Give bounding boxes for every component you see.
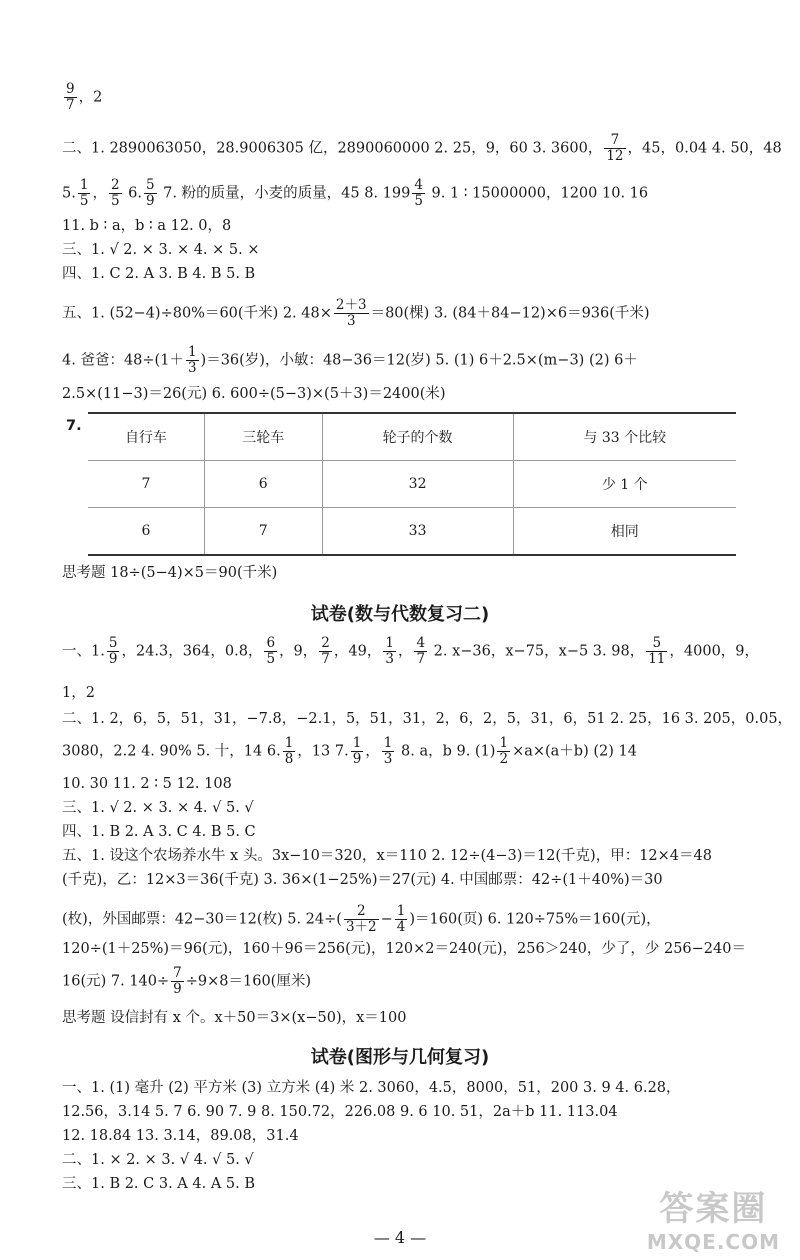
fraction: $\frac{7}{12}$ — [606, 132, 624, 164]
fraction: $\frac{1}{3}$ — [385, 635, 394, 667]
table-header-row — [88, 413, 736, 461]
answer-line-3: 5. $\frac{1}{5}$ ， $\frac{2}{5}$ 6. $\frac{5}{9}$ 7. 粉的质量，小麦的质量，45 8. 199 $\frac{4}{5}$ 9. 1 ∶ 15000000，1200 10. 16 — [62, 177, 649, 209]
fraction: $\frac{1}{8}$ — [284, 735, 294, 767]
answer-line-12: 1，2 — [62, 685, 95, 701]
answer-line-28: 三、1. B 2. C 3. A 4. A 5. B — [62, 1176, 256, 1192]
table-cell: 7 — [88, 461, 204, 508]
answer-line-9: 2.5×(11−3)＝26(元) 6. 600÷(5−3)×(5＋3)＝2400(米) — [62, 386, 446, 402]
thinking-question-1: 思考题 18÷(5−4)×5＝90(千米) — [62, 565, 278, 581]
watermark-url: MXQE.COM — [646, 1230, 780, 1254]
table-header: 三轮车 — [204, 413, 322, 461]
answer-line-16: 三、1. √ 2. × 3. × 4. √ 5. √ — [62, 800, 254, 816]
section-title-2: 试卷(数与代数复习二) — [310, 604, 490, 625]
fraction: $\frac{5}{9}$ — [108, 635, 118, 667]
answer-line-14: 3080，2.2 4. 90% 5. 十，14 6. $\frac{1}{8}$ ，13 7. $\frac{1}{9}$ ， $\frac{1}{3}$ 8. a，b 9. (1) $\frac{1}{2}$ ×a×(a＋b) (2) 14 — [62, 735, 637, 767]
section-title-3: 试卷(图形与几何复习) — [310, 1047, 490, 1068]
answer-line-21: 120÷(1＋25%)＝96(元)，160＋96＝256(元)，120×2＝240(元)，256＞240，少了，少 256−240＝ — [62, 941, 746, 957]
watermark-title: 答案圈 — [659, 1189, 768, 1229]
watermark-logo — [647, 1181, 780, 1254]
question-number: 7. — [66, 418, 82, 434]
answer-line-15: 10. 30 11. 2 ∶ 5 12. 108 — [62, 776, 232, 792]
answer-table — [88, 412, 736, 556]
answer-line-17: 四、1. B 2. A 3. C 4. B 5. C — [62, 824, 256, 840]
answer-line-4: 11. b ∶ a，b ∶ a 12. 0，8 — [62, 218, 232, 234]
table-cell: 6 — [88, 508, 204, 556]
fraction: $\frac{4}{5}$ — [414, 177, 423, 209]
fraction: $\frac{1}{4}$ — [396, 903, 406, 935]
answer-line-13: 二、1. 2，6，5，51，31，−7.8，−2.1，5，51，31，2，6，2，5，31，6，51 2. 25，16 3. 205，0.05， — [62, 711, 793, 727]
table-header: 轮子的个数 — [322, 413, 513, 461]
table-cell: 6 — [204, 461, 322, 508]
fraction: $\frac{2}{7}$ — [321, 635, 330, 667]
answer-line-24: 一、1. (1) 毫升 (2) 平方米 (3) 立方米 (4) 米 2. 3060，4.5，8000，51，200 3. 9 4. 6.28， — [62, 1080, 681, 1096]
answer-line-25: 12.56，3.14 5. 7 6. 90 7. 9 8. 150.72，226.08 9. 6 10. 51，2a＋b 11. 113.04 — [62, 1104, 618, 1120]
fraction: $\frac{1}{9}$ — [352, 735, 362, 767]
fraction: $\frac{7}{9}$ — [173, 965, 182, 997]
fraction: $\frac{1}{3}$ — [187, 344, 197, 376]
answer-line-19: (千克)，乙：12×3＝36(千克) 3. 36×(1−25%)＝27(元) 4. 中国邮票：42÷(1＋40%)＝30 — [62, 872, 663, 888]
table-header: 与 33 个比较 — [513, 413, 736, 461]
fraction: $\frac{9}{7}$ — [66, 81, 75, 113]
fraction: $\frac{5}{9}$ — [145, 177, 155, 209]
table-cell: 相同 — [513, 508, 736, 556]
fraction: $\frac{1}{5}$ — [79, 177, 89, 209]
answer-line-20: (枚)，外国邮票：42−30＝12(枚) 5. 24÷( $\frac{2}{3+2}$ − $\frac{1}{4}$ )＝160(页) 6. 120÷75%＝160(元)， — [62, 903, 661, 935]
table-cell: 33 — [322, 508, 513, 556]
fraction: $\frac{6}{5}$ — [266, 635, 276, 667]
answer-line-22: 16(元) 7. 140÷ $\frac{7}{9}$ ÷9×8＝160(厘米) — [62, 965, 311, 997]
fraction: $\frac{5}{11}$ — [648, 635, 666, 667]
fraction: $\frac{2}{5}$ — [110, 177, 120, 209]
table-cell: 7 — [204, 508, 322, 556]
table-header: 自行车 — [88, 413, 204, 461]
answer-line-5: 三、1. √ 2. × 3. × 4. × 5. × — [62, 242, 260, 258]
fraction: $\frac{2}{3+2}$ — [345, 903, 377, 935]
fraction: $\frac{2+3}{3}$ — [335, 297, 367, 329]
answer-line-7: 五、1. (52−4)÷80%＝60(千米) 2. 48× $\frac{2+3}{3}$ ＝80(棵) 3. (84＋84−12)×6＝936(千米) — [62, 297, 650, 329]
answer-line-18: 五、1. 设这个农场养水牛 x 头。3x−10＝320，x＝110 2. 12÷(4−3)＝12(千克)，甲：12×4＝48 — [62, 848, 712, 864]
thinking-question-2: 思考题 设信封有 x 个。x＋50＝3×(x−50)，x＝100 — [62, 1010, 407, 1026]
answer-line-26: 12. 18.84 13. 3.14，89.08，31.4 — [62, 1128, 299, 1144]
answer-line-8: 4. 爸爸：48÷(1＋ $\frac{1}{3}$ )＝36(岁)，小敏：48−36＝12(岁) 5. (1) 6＋2.5×(m−3) (2) 6＋ — [62, 344, 638, 376]
fraction: $\frac{1}{2}$ — [499, 735, 509, 767]
answer-line-6: 四、1. C 2. A 3. B 4. B 5. B — [62, 266, 256, 282]
answer-line-2: 二、1. 2890063050，28.9006305 亿，2890060000 2. 25，9，60 3. 3600， $\frac{7}{12}$ ，45，0.04 4. 50，48 — [62, 132, 782, 164]
answer-line-11: 一、1. $\frac{5}{9}$ ，24.3，364，0.8， $\frac{6}{5}$ ，9， $\frac{2}{7}$ ，49， $\frac{1}{3}$ ， $\frac{4}{7}$ 2. x−36，x−75，x−5 3. 98， $\frac{5}{11}$ ，4000，9， — [62, 635, 760, 667]
table-row — [88, 461, 736, 508]
answer-line-1: $\frac{9}{7}$ ，2 — [66, 81, 103, 113]
table-cell: 少 1 个 — [513, 461, 736, 508]
table-row — [88, 508, 736, 556]
page-number: — 4 — — [373, 1228, 427, 1247]
table-cell: 32 — [322, 461, 513, 508]
fraction: $\frac{1}{3}$ — [383, 735, 393, 767]
fraction: $\frac{4}{7}$ — [416, 635, 426, 667]
answer-line-27: 二、1. × 2. × 3. √ 4. √ 5. √ — [62, 1152, 254, 1168]
